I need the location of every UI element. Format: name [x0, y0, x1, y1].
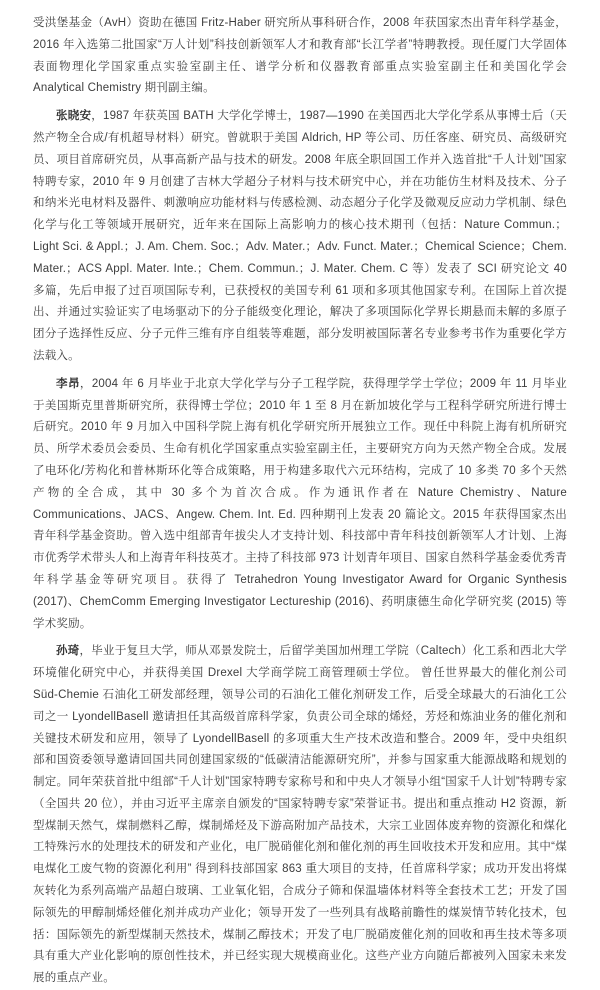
paragraph-text: ，2004 年 6 月毕业于北京大学化学与分子工程学院，获得理学学士学位；2009 年 11 月毕业于美国斯克里普斯研究所，获得博士学位；2010 年 1 至 8 月在新加坡化学与工程科学研究所进行博士后研究。2010 年 9 月加入中国科学院上海有机化学研究所开展独立工作。现任中科院上海有机所研究员、所学术委员会委员、生命有机化学国家重点实验室副主任，主要研究方向为天然产物全合成。发展了电环化/芳构化和普林斯环化等合成策略，用于构建多取代六元环结构，完成了 10 多类 70 多个天然产物的全合成，其中 30 多个为首次合成。作为通讯作者在 Nature Chemistry、Nature Communications、JACS、Angew. Chem. Int. Ed. 四种期刊上发表 20 篇论文。2015 年获得国家杰出青年科学基金资助。曾入选中组部青年拔尖人才支持计划、科技部中青年科技创新领军人才计划、上海市优秀学术带头人和上海青年科技英才。主持了科技部 973 计划青年项目、国家自然科学基金委优秀青年科学基金等研究项目。获得了 Tetrahedron Young Investigator Award for Organic Synthesis (2017)、ChemComm Emerging Investigator Lectureship (2016)、药明康德生命化学研究奖 (2015) 等学术奖励。 — [33, 377, 567, 630]
paragraph — [33, 641, 567, 990]
paragraph — [33, 106, 567, 368]
paragraph — [33, 13, 567, 100]
paragraph-text: ，毕业于复旦大学，师从邓景发院士，后留学美国加州理工学院（Caltech）化工系和西北大学环境催化研究中心，并获得美国 Drexel 大学商学院工商管理硕士学位。 曾任世界最大的催化剂公司 Süd-Chemie 石油化工研发部经理，领导公司的石油化工催化剂研发工作，后受全球最大的石油化工公司之一 LyondellBasell 邀请担任其高级首席科学家，负责公司全球的烯烃，芳烃和炼油业务的催化剂和关键技术研发和应用，领导了 LyondellBasell 的多项重大生产技术改造和整合。2009 年，受中央组织部和国资委领导邀请回国共同创建国家级的“低碳清洁能源研究所”，并参与国家重大能源战略和规划的制定。同年荣获首批中组部“千人计划”国家特聘专家称号和和中央人才领导小组“国家千人计划”特聘专家（全国共 20 位），并由习近平主席亲自颁发的“国家特聘专家”荣誉证书。提出和重点推动 H2 资源，新型煤制天然气，煤制燃料乙醇，煤制烯烃及下游高附加产品技术，大宗工业固体废弃物的资源化和煤化工特殊污水的处理技术的研发和产业化，电厂脱硝催化剂和催化剂的再生回收技术开发和应用。其中“煤电煤化工废气物的资源化利用” 得到科技部国家 863 重大项目的支持，任首席科学家；成功开发出将煤灰转化为系列高端产品超白玻璃、工业氧化铝，合成分子筛和保温墙体材料等全套技术工艺；开发了国际领先的甲醇制烯烃催化剂并成功产业化；领导开发了一些列具有战略前瞻性的煤炭情节转化技术，包括：国际领先的新型煤制天然技术，煤制乙醇技术；开发了电厂脱硝废催化剂的回收和再生技术等多项具有重大产业化影响的原创性技术，并已经实现大规模商业化。这些产业方向随后都被列入国家未来发展的重点产业。 — [33, 645, 567, 985]
document-body — [33, 13, 567, 990]
person-name: 张晓安 — [56, 110, 92, 123]
person-name: 孙琦 — [56, 645, 80, 658]
paragraph — [33, 374, 567, 636]
person-name: 李昂 — [56, 377, 80, 390]
paragraph-text: 受洪堡基金（AvH）资助在德国 Fritz-Haber 研究所从事科研合作，2008 年获国家杰出青年科学基金，2016 年入选第二批国家“万人计划”科技创新领军人才和教育部“长江学者”特聘教授。现任厦门大学固体表面物理化学国家重点实验室副主任、谱学分析和仪器教育部重点实验室副主任和美国化学会 Analytical Chemistry 期刊副主编。 — [33, 17, 567, 95]
paragraph-text: ，1987 年获英国 BATH 大学化学博士，1987—1990 在美国西北大学化学系从事博士后（天然产物全合成/有机超导材料）研究。曾就职于美国 Aldrich, HP 等公司、历任客座、研究员、高级研究员、项目首席研究员，从事高新产品与技术的研发。2008 年底全职回国工作并入选首批“千人计划”国家特聘专家，2010 年 9 月创建了吉林大学超分子材料与技术研究中心，并在功能仿生材料及技术、分子和纳米光电材料及器件、刺激响应功能材料与传感检测、动态超分子化学及微观反应动力学机制、绿色化学与化工等领域开展研究，近年来在国际上高影响力的核心技术期刊（包括：Nature Commun.；Light Sci. & Appl.；J. Am. Chem. Soc.；Adv. Mater.；Adv. Funct. Mater.；Chemical Science；Chem. Mater.；ACS Appl. Mater. Inte.；Chem. Commun.；J. Mater. Chem. C 等）发表了 SCI 研究论文 40 多篇，先后申报了过百项国际专利，已获授权的美国专利 61 项和多项其他国家专利。在国际上首次提出、并通过实验证实了电场驱动下的分子能级变化理论，解决了多项国际化学界长期悬而未解的多原子团分子选择性反应、分子元件三维有序自组装等难题，部分发明被国际著名专业参考书作为重要化学方法载入。 — [33, 110, 567, 362]
